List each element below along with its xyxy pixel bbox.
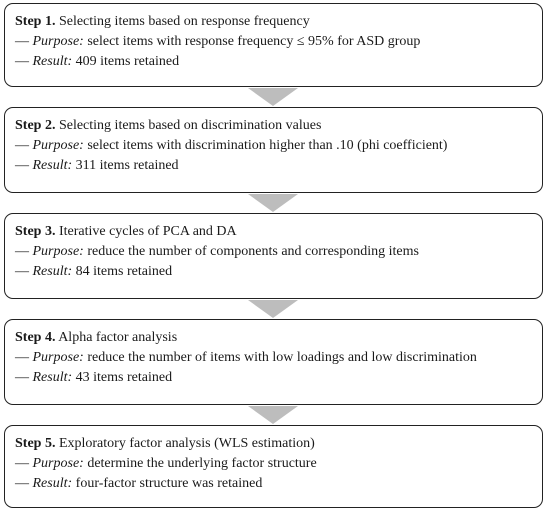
step-2-purpose: select items with discrimination higher than .10 (phi coefficient) [87,138,448,153]
step-1-number: Step 1. [15,14,56,29]
step-1-result: 409 items retained [75,54,180,69]
step-1-result-line [15,52,542,72]
step-2-number: Step 2. [15,118,56,133]
step-2-purpose-dash: — [15,138,29,153]
step-5-purpose: determine the underlying factor structure [87,456,317,471]
step-2-result-dash: — [15,158,29,173]
step-3-purpose-line [15,242,542,262]
step-4-result-dash: — [15,370,29,385]
step-5-result: four-factor structure was retained [75,476,263,491]
step-5-result-label: Result: [32,476,73,491]
step-1-box [4,3,543,87]
step-2-title-line [15,116,542,136]
step-5-title: Exploratory factor analysis (WLS estimation) [58,436,315,451]
step-3-title-line [15,222,542,242]
step-1-purpose-label: Purpose: [32,34,84,49]
step-5-box [4,425,543,508]
step-3-box [4,213,543,299]
step-2-box [4,107,543,193]
step-4-box [4,319,543,405]
step-1-purpose: select items with response frequency ≤ 95% for ASD group [87,34,421,49]
down-arrow-icon [248,194,298,212]
step-3-number: Step 3. [15,224,56,239]
step-1-result-dash: — [15,54,29,69]
step-4-result: 43 items retained [75,370,173,385]
step-3-purpose-label: Purpose: [32,244,84,259]
down-arrow-icon [248,300,298,318]
step-1-purpose-line [15,32,542,52]
step-4-result-label: Result: [32,370,73,385]
step-3-result-dash: — [15,264,29,279]
step-2-result: 311 items retained [75,158,179,173]
step-5-purpose-dash: — [15,456,29,471]
step-5-purpose-label: Purpose: [32,456,84,471]
step-3-result-line [15,262,542,282]
step-5-title-line [15,434,542,454]
step-5-purpose-line [15,454,542,474]
step-2-result-label: Result: [32,158,73,173]
step-3-purpose: reduce the number of components and corresponding items [87,244,419,259]
step-4-purpose-label: Purpose: [32,350,84,365]
step-3-result-label: Result: [32,264,73,279]
step-4-purpose-dash: — [15,350,29,365]
step-1-title-line [15,12,542,32]
step-2-purpose-line [15,136,542,156]
step-4-result-line [15,368,542,388]
step-1-purpose-dash: — [15,34,29,49]
step-4-purpose-line [15,348,542,368]
down-arrow-icon [248,406,298,424]
step-4-title-line [15,328,542,348]
step-4-title: Alpha factor analysis [58,330,178,345]
step-2-result-line [15,156,542,176]
step-3-purpose-dash: — [15,244,29,259]
step-4-purpose: reduce the number of items with low loadings and low discrimination [87,350,477,365]
down-arrow-icon [248,88,298,106]
step-2-purpose-label: Purpose: [32,138,84,153]
step-3-title: Iterative cycles of PCA and DA [58,224,237,239]
step-1-title: Selecting items based on response frequency [58,14,310,29]
step-3-result: 84 items retained [75,264,173,279]
step-4-number: Step 4. [15,330,56,345]
step-2-title: Selecting items based on discrimination values [58,118,322,133]
step-1-result-label: Result: [32,54,73,69]
step-5-number: Step 5. [15,436,56,451]
step-5-result-dash: — [15,476,29,491]
step-5-result-line [15,474,542,494]
